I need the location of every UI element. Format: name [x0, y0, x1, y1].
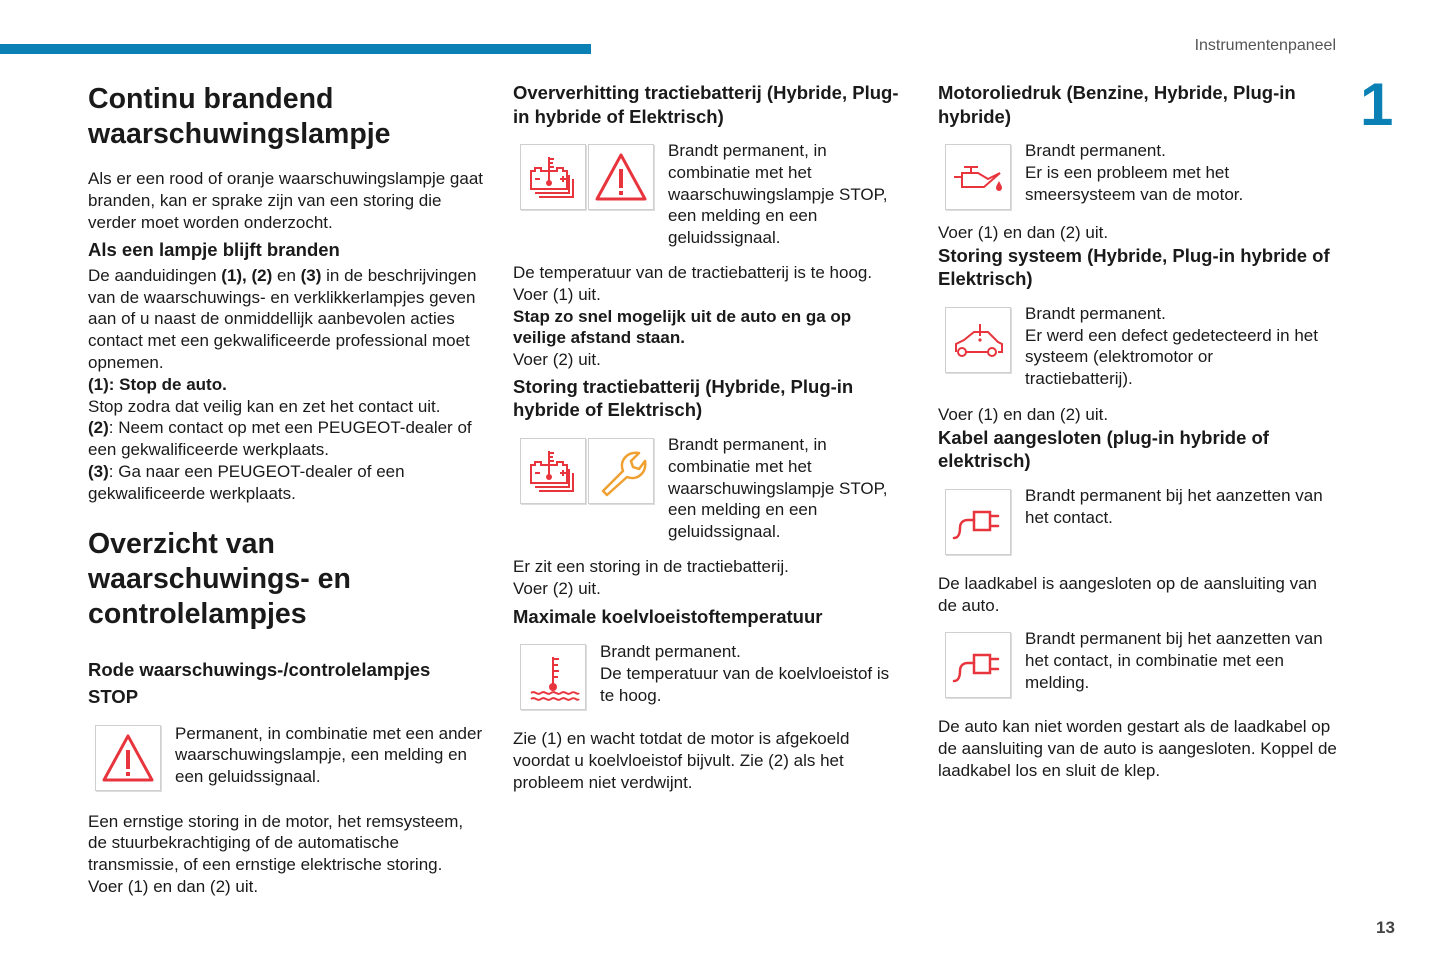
cable-text-1: De laadkabel is aangesloten op de aansluiting van de auto. — [938, 573, 1317, 615]
battery-temperature-icon — [520, 144, 586, 210]
step-2-text: (2): Neem contact op met een PEUGEOT-dealer of een gekwalificeerde werkplaats. — [88, 418, 472, 460]
subheading: Als een lampje blijft branden — [88, 239, 340, 261]
stop-lamp-row — [88, 719, 483, 791]
indications-text: De aanduidingen (1), (2) en (3) in de beschrijvingen van de waarschuwings- en verklikkerlampjes geven aan of u naast de onmiddellijk aanbevolen acties contact met een gekwalificeerde professional moet opnemen. — [88, 265, 477, 373]
car-warning-icon — [945, 307, 1011, 373]
cable-heading: Kabel aangesloten (plug-in hybride of elektrisch) — [938, 426, 1269, 472]
step-3-text: (3): Ga naar een PEUGEOT-dealer of een gekwalificeerde werkplaats. — [88, 462, 405, 503]
cable-desc-2: Brandt permanent bij het aanzetten van het contact, in combinatie met een melding. — [1025, 629, 1323, 692]
system-desc-2: Er werd een defect gedetecteerd in het systeem (elektromotor or tractiebatterij). — [1025, 325, 1318, 389]
stop-heading: STOP — [88, 686, 139, 708]
battery-overheat-action-2: Voer (2) uit. — [513, 350, 601, 370]
header-accent-bar — [0, 44, 591, 54]
battery-overheat-row — [513, 138, 908, 249]
battery-fault-heading: Storing tractiebatterij (Hybride, Plug-in hybride of Elektrisch) — [513, 375, 854, 421]
section-title: Continu brandend waarschuwingslampje — [88, 83, 391, 150]
battery-overheat-heading: Oververhitting tractiebatterij (Hybride, Plug-in hybride of Elektrisch) — [513, 82, 899, 127]
chapter-number: 1 — [1360, 71, 1394, 138]
cable-text-2: De auto kan niet worden gestart als de laadkabel op de aansluiting van de auto is aangesloten. Koppel de laadkabel los en sluit de klep. — [938, 717, 1337, 780]
cable-row-2 — [938, 626, 1338, 698]
intro-text: Als er een rood of oranje waarschuwingslampje gaat branden, kan er sprake zijn van een storing die verder moet worden onderzocht. — [88, 169, 484, 232]
system-fault-row — [938, 301, 1338, 390]
coolant-text: Zie (1) en wacht totdat de motor is afgekoeld voordat u koelvloeistof bijvult. Zie (2) als het probleem niet verdwijnt. — [513, 729, 850, 792]
cable-row-1 — [938, 483, 1338, 555]
stop-detail: Een ernstige storing in de motor, het remsysteem, de stuurbekrachtiging of de automatische transmissie, of een ernstige elektrische storing. — [88, 811, 464, 875]
coolant-desc-2: De temperatuur van de koelvloeistof is te hoog. — [600, 663, 890, 705]
warning-triangle-icon — [95, 725, 161, 791]
column-3 — [938, 81, 1338, 782]
coolant-row — [513, 638, 908, 710]
coolant-desc-1: Brandt permanent. — [600, 642, 741, 662]
battery-temperature-icon — [520, 438, 586, 504]
oil-can-icon — [945, 144, 1011, 210]
column-2 — [513, 81, 908, 793]
cable-desc-1: Brandt permanent bij het aanzetten van het contact. — [1025, 485, 1323, 527]
battery-fault-row — [513, 432, 908, 543]
step-1-text: Stop zodra dat veilig kan en zet het contact uit. — [88, 396, 441, 416]
stop-action: Voer (1) en dan (2) uit. — [88, 877, 259, 897]
battery-overheat-warning: Stap zo snel mogelijk uit de auto en ga op veilige afstand staan. — [513, 306, 852, 348]
stop-description: Permanent, in combinatie met een ander waarschuwingslampje, een melding en een geluidssignaal. — [175, 723, 483, 787]
coolant-temperature-icon — [520, 644, 586, 710]
charging-plug-icon — [945, 632, 1011, 698]
charging-plug-icon — [945, 489, 1011, 555]
oil-pressure-row — [938, 138, 1338, 210]
battery-fault-action: Voer (2) uit. — [513, 578, 601, 598]
battery-overheat-desc: Brandt permanent, in combinatie met het waarschuwingslampje STOP, een melding en een geluidssignaal. — [668, 141, 888, 248]
step-1-label: (1): Stop de auto. — [88, 374, 227, 394]
section-header: Instrumentenpaneel — [1194, 37, 1336, 54]
battery-overheat-text: De temperatuur van de tractiebatterij is te hoog. — [513, 262, 873, 282]
oil-pressure-heading: Motoroliedruk (Benzine, Hybride, Plug-in hybride) — [938, 82, 1296, 127]
warning-triangle-icon — [588, 144, 654, 210]
overview-title: Overzicht van waarschuwings- en controlelampjes — [88, 527, 351, 630]
red-lamps-heading: Rode waarschuwings-/controlelampjes — [88, 658, 431, 680]
oil-desc-1: Brandt permanent. — [1025, 141, 1166, 160]
system-action: Voer (1) en dan (2) uit. — [938, 404, 1109, 424]
battery-fault-desc: Brandt permanent, in combinatie met het waarschuwingslampje STOP, een melding en een geluidssignaal. — [668, 434, 888, 542]
system-desc-1: Brandt permanent. — [1025, 303, 1166, 323]
oil-action: Voer (1) en dan (2) uit. — [938, 223, 1109, 242]
oil-desc-2: Er is een probleem met het smeersysteem van de motor. — [1025, 162, 1244, 204]
page-number: 13 — [1376, 918, 1395, 937]
system-fault-heading: Storing systeem (Hybride, Plug-in hybride of Elektrisch) — [938, 244, 1330, 290]
column-1 — [88, 82, 483, 898]
coolant-heading: Maximale koelvloeistoftemperatuur — [513, 605, 823, 627]
battery-fault-text: Er zit een storing in de tractiebatterij. — [513, 556, 789, 576]
battery-overheat-action: Voer (1) uit. — [513, 284, 601, 304]
wrench-icon — [588, 438, 654, 504]
